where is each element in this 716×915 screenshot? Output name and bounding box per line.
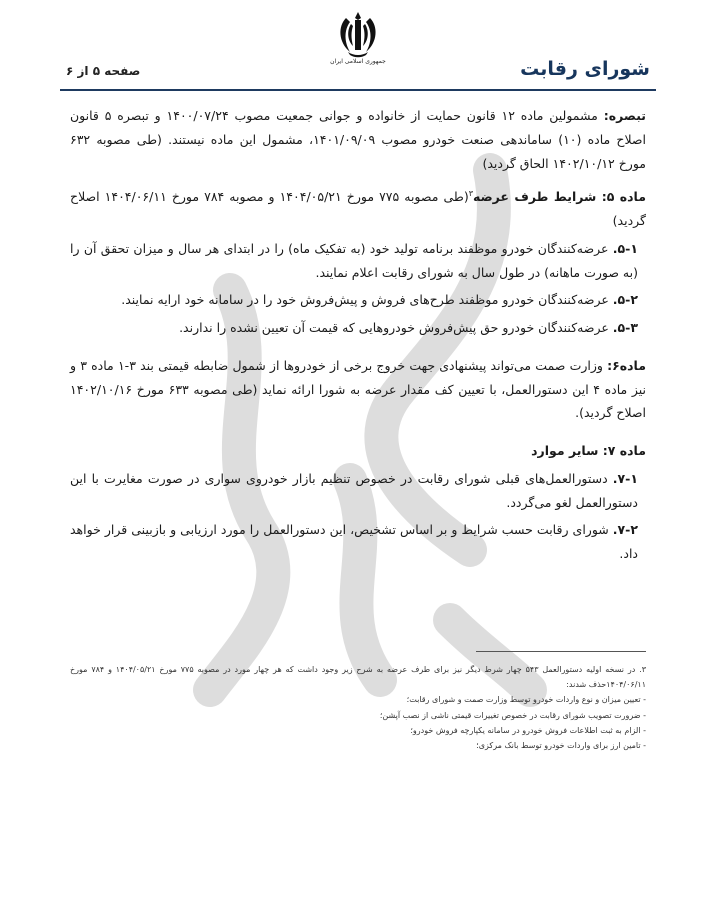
item-number: ۵-۱. [612,240,638,256]
article-7-title: ماده ۷: سایر موارد [531,443,646,458]
item-text: عرضه‌کنندگان خودرو موظفند برنامه تولید خود (به تفکیک ماه) را در ابتدای هر سال و میزان تحقق آن را (به صورت ماهانه) در طول سال به شورای رقابت اعلام نمایند. [70,240,638,280]
article-5-title: ماده ۵: شرایط طرف عرضه [473,189,646,205]
item-number: ۵-۲. [612,292,638,308]
article-5-item-1 [70,237,646,285]
article-5-item-3 [70,316,646,340]
article-6-label: ماده۶: [607,357,646,373]
header-divider [60,89,656,91]
item-number: ۵-۳. [612,320,638,335]
republic-caption: جمهوری اسلامی ایران [330,58,386,65]
footnote-intro: ۳. در نسخه اولیه دستورالعمل ۵۴۳ چهار شرط دیگر نیز برای طرف عرضه به شرح زیر وجود داشت که هر چهار مورد در مصوبه ۷۷۵ مورخ ۱۴۰۴/۰۵/۲۱ و ۷۸۴ مورخ ۱۴۰۴/۰۶/۱۱حذف شدند: [70,665,647,690]
item-text: عرضه‌کنندگان خودرو حق پیش‌فروش خودروهایی که قیمت آن تعیین نشده را ندارند. [179,320,613,335]
footnote-item: - تامین ارز برای واردات خودرو توسط بانک مرکزی؛ [476,740,646,750]
article-6-text: وزارت صمت می‌تواند پیشنهادی جهت خروج برخی از خودروها از شمول ضابطه قیمتی بند ۳-۱ ماده ۳ و نیز ماده ۴ این دستورالعمل، با تعیین کف مقدار عرضه به شورا ارائه نماید (طی مصوبه ۶۳۳ مورخ ۱۴۰۲/۱۰/۱۶ اصلاح گردید). [70,357,646,421]
note-label: تبصره: [603,108,646,123]
article-6-paragraph [70,354,646,425]
footnote-item: - الزام به ثبت اطلاعات فروش خودرو در سامانه یکپارچه فروش خودرو؛ [410,725,646,735]
footnote-ref: ۳ [468,189,473,199]
note-paragraph [70,104,646,175]
note-text: مشمولین ماده ۱۲ قانون حمایت از خانواده و جوانی جمعیت مصوب ۱۴۰۰/۰۷/۲۴ و تبصره ۵ قانون اصلاح ماده (۱۰) ساماندهی صنعت خودرو مصوب ۱۴۰۱/۰۹/۰۹، مشمول این ماده نیستند. (طی مصوبه ۶۳۲ مورخ ۱۴۰۲/۱۰/۱۲ الحاق گردید) [70,108,647,171]
footnote-item: - تعیین میزان و نوع واردات خودرو توسط وزارت صمت و شورای رقابت؛ [406,695,646,705]
item-text: عرضه‌کنندگان خودرو موظفند طرح‌های فروش و پیش‌فروش خود را در سامانه خود ارایه نمایند. [121,292,613,308]
footnote-item: - ضرورت تصویب شورای رقابت در خصوص تغییرات قیمتی ناشی از نصب آپشن؛ [379,710,646,720]
article-5-heading [70,185,646,233]
article-7-item-2 [70,518,646,566]
item-text: شورای رقابت حسب شرایط و بر اساس تشخیص، این دستورالعمل را مورد ارزیابی و بازبینی قرار خواهد داد. [70,522,638,561]
item-number: ۷-۲. [612,522,638,538]
article-5-item-2 [70,288,646,312]
document-body [70,104,646,566]
page-header [60,0,656,90]
iran-emblem-icon [334,10,382,60]
footnote-divider [476,651,646,652]
page-number: صفحه ۵ از ۶ [66,64,141,78]
item-text: دستورالعمل‌های قبلی شورای رقابت در خصوص تنظیم بازار خودروی سواری در صورت مغایرت با این دستورالعمل لغو می‌گردد. [70,470,638,510]
organization-title: شورای رقابت [520,58,650,80]
item-number: ۷-۱. [612,470,638,486]
article-5-note: (طی مصوبه ۷۷۵ مورخ ۱۴۰۴/۰۵/۲۱ و مصوبه ۷۸۴ مورخ ۱۴۰۴/۰۶/۱۱ اصلاح گردید) [70,189,646,228]
article-7-item-1 [70,467,646,515]
footnotes [70,662,646,753]
